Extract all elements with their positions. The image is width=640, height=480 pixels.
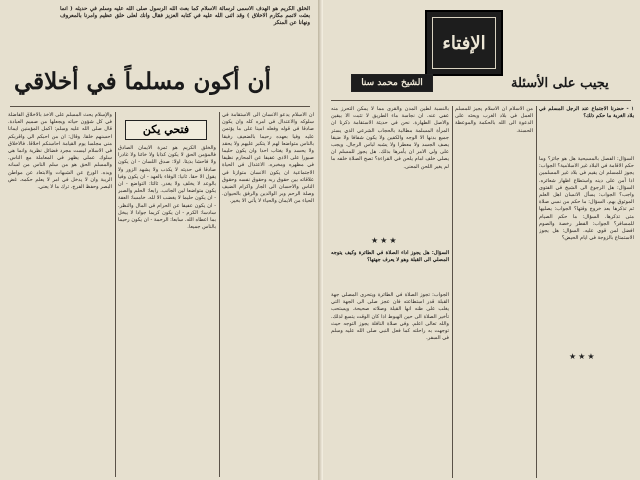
centre-column: من الاسلام ان الاسلام يجيز للمسلم العمل في بلاد الغرب ويحثه على الدعوة الى الله بالحكمة والموعظة الحسنة.	[455, 106, 533, 134]
column-divider	[452, 106, 453, 478]
answer-1: الجواب: تجوز الصلاة في الطائرة ويتحرى المصلي جهة القبلة قدر استطاعته فان عجز صلى الى الجهة التي يغلب على ظنه انها القبلة وصلاته صحيحة. ويستحب تأخير الصلاة الى حين الهبوط اذا كان الوقت يتسع لذلك. والله تعالى اعلم. وفي صلاة النافلة يجوز التوجه حيث توجهت به راحلته كما فعل النبي صلى الله عليه وسلم في السفر.	[331, 292, 449, 342]
article-column-3: والإسلام يحث المسلم على الاخذ بالاخلاق الفاضلة في كل شؤون حياته ويجعلها من صميم العبادة. قال صلى الله عليه وسلم: اكمل المؤمنين ايمانا احسنهم خلقا. وقال: ان من احبكم الي واقربكم مني مجلسا يوم القيامة احاسنكم اخلاقا. فالاخلاق في الاسلام ليست مجرد فضائل نظرية وانما هي سلوك عملي يظهر في المعاملة مع الناس. والمسلم الحق هو من سلم الناس من لسانه ويده. الورع عن الشبهات والابتعاد عن مواطن الريبة وان لا يدخل في امر لا يعلم حكمه. غض البصر وحفظ الفرج. ترك ما لا يعني.	[8, 112, 112, 191]
right-page	[323, 0, 640, 480]
middle-column: بالنسبة لطين المدن والقرى مما لا يمكن التحرز منه عفي عنه. ان نجاسة ماء الطريق لا تثبت الا بيقين والاصل الطهارة. نحن في حديثة الاستقامة ذكرنا ان المرأة المسلمة مطالبة بالحجاب الشرعي الذي يستر جميع بدنها الا الوجه والكفين ولا يكون شفافا ولا ضيقا يصف الجسد ولا معطرا ولا يشبه لباس الرجال. ويجب على ولي الامر ان يأمرها بذلك. هل يجوز للمسلم ان يصلي خلف امام يلحن في القراءة؟ تصح الصلاة خلفه ما لم يغير اللحن المعنى.	[331, 106, 449, 170]
columnist-name: الشيخ محمد سنا	[351, 74, 433, 92]
article-column-1: ان الاسلام يدعو الانسان الى الاستقامة في سلوكه والاعتدال في امره كله وان يكون صادقا في قوله وفعله امينا على ما يؤتمن عليه وفيا بعهده رحيما بالضعيف رفيقا بالناس متواضعا لهم لا يتكبر عليهم ولا يحقد ولا يحسد ولا يغتاب احدا وان يكون حليما صبورا على الاذى عفيفا عن المحارم نظيفا في مظهره ومخبره. الاعتدال في الحياة الاجتماعية ان يكون الانسان متوازنا في علاقاته بين حقوق ربه وحقوق نفسه وحقوق الناس والاحسان الى الجار واكرام الضيف وصلة الرحم وبر الوالدين والرفق بالحيوان. الحياء من الايمان والحياء لا يأتي الا بخير.	[222, 112, 314, 205]
column-divider	[219, 112, 220, 477]
section-logo-text: الإفتاء	[432, 17, 496, 69]
right-column: السؤال: الفصل بالمسيحية هل هو جائز؟ وما حكم الاقامة في البلاد غير الاسلامية؟ الجواب: يجوز للمسلم ان يقيم في بلاد غير المسلمين اذا أمن على دينه واستطاع اظهار شعائره. السؤال: هل الرجوع الى الشيخ في الفتوى واجب؟ الجواب: يسأل الانسان اهل العلم الموثوق بهم. السؤال: ما حكم من نسي صلاة ثم تذكرها بعد خروج وقتها؟ الجواب: يصليها متى تذكرها. السؤال: ما حكم الصيام للمسافر؟ الجواب: الفطر رخصة والصوم افضل لمن قوي عليه. السؤال: هل يجوز الاستمتاع بالزوجة في ايام الحيض؟	[539, 156, 634, 242]
question-1: السؤال: هل يجوز اداء الصلاة في الطائرة وكيف يتوجه المصلي الى القبلة وهو لا يعرف جهتها؟	[331, 250, 449, 264]
article-column-2: والخلق الكريم هو ثمرة الايمان الصادق فالمؤمن الحق لا يكون كذابا ولا خائنا ولا غادرا ولا فاحشا بذيئا. اولا: صدق اللسان - ان يكون صادقا في حديثه لا يكذب ولا يشهد الزور ولا يقول الا حقا. ثانيا: الوفاء بالعهد - ان يكون وفيا بالوعد لا يخلف ولا يغدر. ثالثا: التواضع - ان يكون متواضعا لين الجانب. رابعا: الحلم والصبر - ان يكون حليما لا يغضب الا لله. خامسا: العفة - ان يكون عفيفا عن الحرام في المال والنظر. سادسا: الكرم - ان يكون كريما جوادا لا يبخل بما اعطاه الله. سابعا: الرحمة - ان يكون رحيما بالناس جميعا.	[118, 145, 216, 231]
author-byline: فتحي يكن	[125, 120, 207, 140]
section-title: يجيب على الأسئلة	[511, 76, 609, 91]
section-logo	[425, 10, 503, 76]
section-separator-stars: ★★★	[371, 236, 399, 245]
headline-divider	[10, 106, 310, 107]
article-intro: الخلق الكريم هو الهدف الاسمى لرسالة الاسلام كما بعث الله الرسول صلى الله عليه وسلم في حديثه ( انما بعثت لاتمم مكارم الاخلاق ) وقد اثنى الله عليه في كتابه العزيز فقال وانك لعلى خلق عظيم وامرنا بالمعروف ونهانا عن المنكر	[60, 6, 310, 27]
right-question-block: ١ - حضرنا الاجتماع عند الرجل المسلم في بلاد الغربة ما حكم ذلك؟	[539, 106, 634, 120]
column-divider	[115, 112, 116, 477]
article-headline: أن أكون مسلماً في أخلاقي	[14, 68, 271, 95]
section-separator-stars: ★★★	[569, 352, 597, 361]
header-divider	[331, 100, 631, 101]
column-divider	[536, 106, 537, 478]
